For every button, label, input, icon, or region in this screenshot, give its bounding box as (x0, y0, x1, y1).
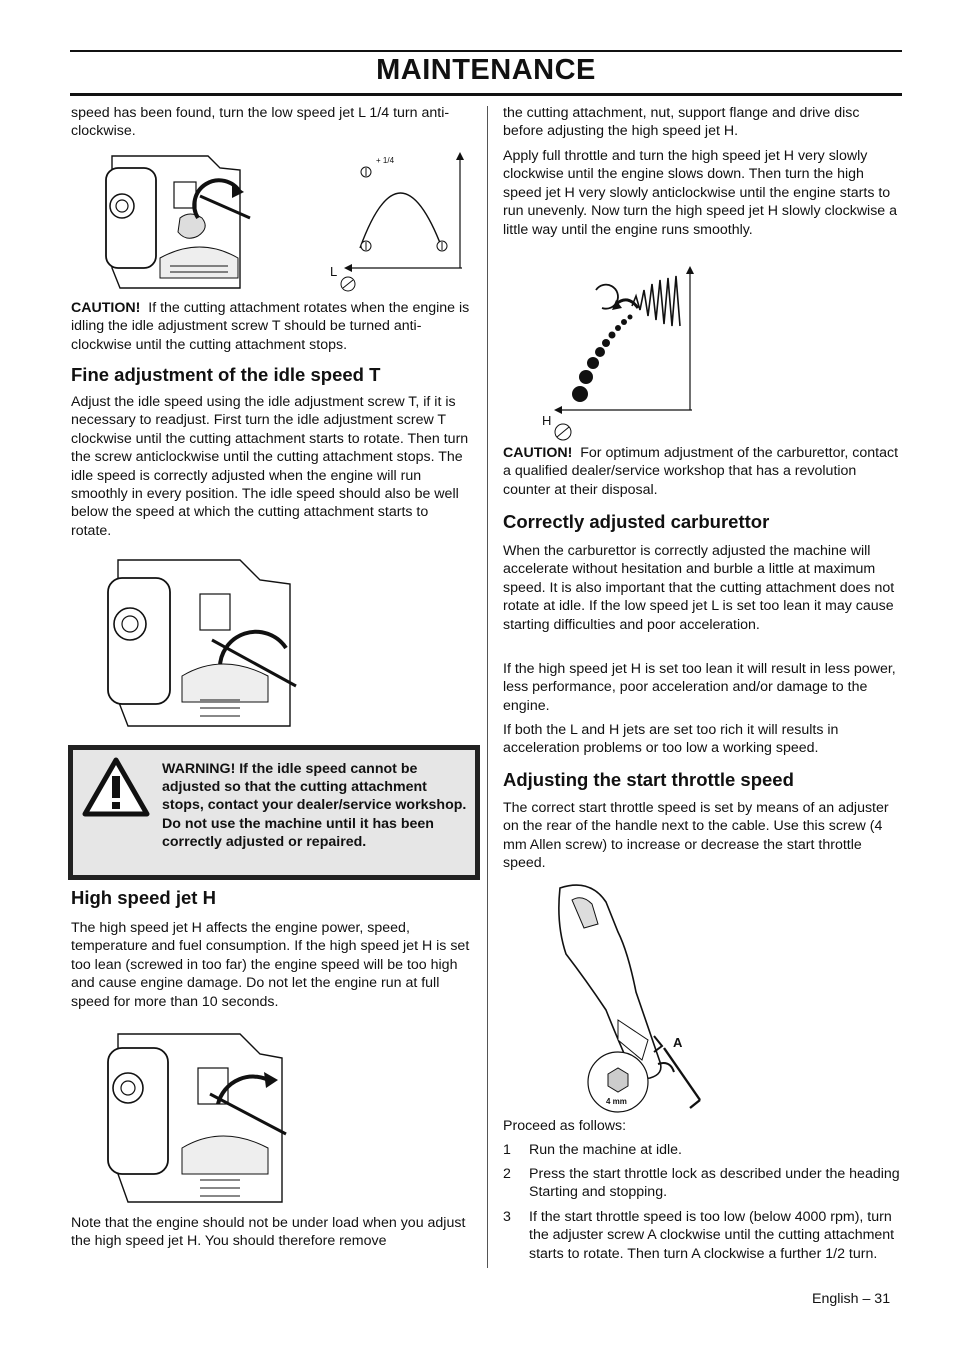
caution-label: CAUTION! (503, 445, 573, 461)
warning-text: WARNING! If the idle speed cannot be adjusted so that the cutting attachment stops, contact your dealer/service workshop. Do not use the machine until it has been correctly adjusted or repaired. (162, 761, 467, 850)
jet-l-label: L (330, 264, 338, 279)
list-item-number: 3 (503, 1209, 511, 1225)
caution-idle-text: If the cutting attachment rotates when the engine is idling the idle adjustment screw T should be turned anti-clockwise until the cutting attachment stops. (71, 300, 470, 353)
heading-fine-adjustment: Fine adjustment of the idle speed T (71, 364, 381, 385)
engine-illustration-idle-screw (100, 550, 300, 732)
heading-start-throttle: Adjusting the start throttle speed (503, 769, 794, 790)
list-item-text: Press the start throttle lock as described under the heading Starting and stopping. (529, 1166, 900, 1201)
carburettor-paragraph-2: If the high speed jet H is set too lean it will result in less power, less performance, poor acceleration and/or damage to the engine. (503, 661, 896, 714)
header-bottom-rule (70, 93, 902, 96)
handle-illustration (530, 880, 710, 1110)
remove-attachment-paragraph: the cutting attachment, nut, support flange and drive disc before adjusting the high speed jet H. (503, 105, 860, 140)
start-throttle-paragraph: The correct start throttle speed is set by means of an adjuster on the rear of the handle next to the cable. Use this screw (4 mm Allen screw) to increase or decrease the start throttle speed. (503, 800, 889, 872)
list-item-text: If the start throttle speed is too low (below 4000 rpm), turn the adjuster screw A clockwise until the cutting attachment starts to rotate. Then turn A clockwise a further 1/2 turn. (529, 1209, 895, 1262)
engine-illustration-high-speed (100, 1024, 290, 1210)
heading-high-speed-jet: High speed jet H (71, 887, 216, 908)
high-speed-procedure-paragraph: Apply full throttle and turn the high speed jet H very slowly clockwise until the engine slows down. Then turn the high speed jet H very slowly anticlockwise until the engine starts to run unevenly. Now turn the high speed jet H slowly clockwise a little way until the engine runs smoothly. (503, 148, 898, 238)
quarter-turn-label: + 1/4 (376, 156, 395, 165)
carburettor-paragraph-1: When the carburettor is correctly adjusted the machine will accelerate without hesitation and burble a little at maximum speed. It is also important that the cutting attachment does not rotate at idle. If the low speed jet L is set too lean it may cause starting difficulties and poor acceleration. (503, 543, 895, 633)
list-item-number: 2 (503, 1166, 511, 1182)
fine-adjustment-paragraph: Adjust the idle speed using the idle adjustment screw T, if it is necessary to readjust. First turn the idle adjustment screw T clockwise until the cutting attachment starts to rotate. Then turn the screw anticlockwise until the cutting attachment stops. The idle speed is correctly adjusted when the engine will run smoothly in every position. The idle speed should also be well below the speed at which the cutting attachment starts to rotate. (71, 394, 469, 539)
page-title: MAINTENANCE (376, 54, 596, 86)
carburettor-paragraph-3: If both the L and H jets are set too rich it will results in acceleration problems or too low a working speed. (503, 722, 839, 757)
list-item-number: 1 (503, 1142, 511, 1158)
warning-triangle-icon (81, 756, 151, 818)
allen-size-label: 4 mm (606, 1097, 627, 1106)
high-speed-paragraph: The high speed jet H affects the engine power, speed, temperature and fuel consumption. If the high speed jet H is set too lean (screwed in too far) the engine speed will be too high and cause engine damage. Do not let the engine run at full speed for more than 10 seconds. (71, 920, 470, 1010)
caution-idle-paragraph (71, 299, 471, 354)
low-speed-jet-curve-diagram (330, 148, 470, 278)
list-item-text: Run the machine at idle. (529, 1142, 683, 1158)
screw-a-label: A (673, 1035, 683, 1050)
page-number: English – 31 (812, 1291, 891, 1307)
warning-box (68, 745, 480, 880)
heading-correct-carburettor: Correctly adjusted carburettor (503, 511, 770, 532)
proceed-paragraph: Proceed as follows: (503, 1118, 627, 1134)
caution-carburettor-paragraph (503, 444, 903, 499)
high-speed-jet-diagram (540, 264, 700, 444)
intro-paragraph: speed has been found, turn the low speed jet L 1/4 turn anti-clockwise. (71, 105, 450, 140)
caution-carburettor-text: For optimum adjustment of the carburettor, contact a qualified dealer/service workshop that has a revolution counter at their disposal. (503, 445, 899, 498)
note-paragraph: Note that the engine should not be under load when you adjust the high speed jet H. You should therefore remove (71, 1215, 466, 1250)
header-top-rule (70, 50, 902, 52)
caution-label: CAUTION! (71, 300, 141, 316)
column-separator (487, 106, 488, 1268)
engine-illustration-low-speed (100, 148, 250, 294)
jet-h-label: H (542, 413, 552, 428)
